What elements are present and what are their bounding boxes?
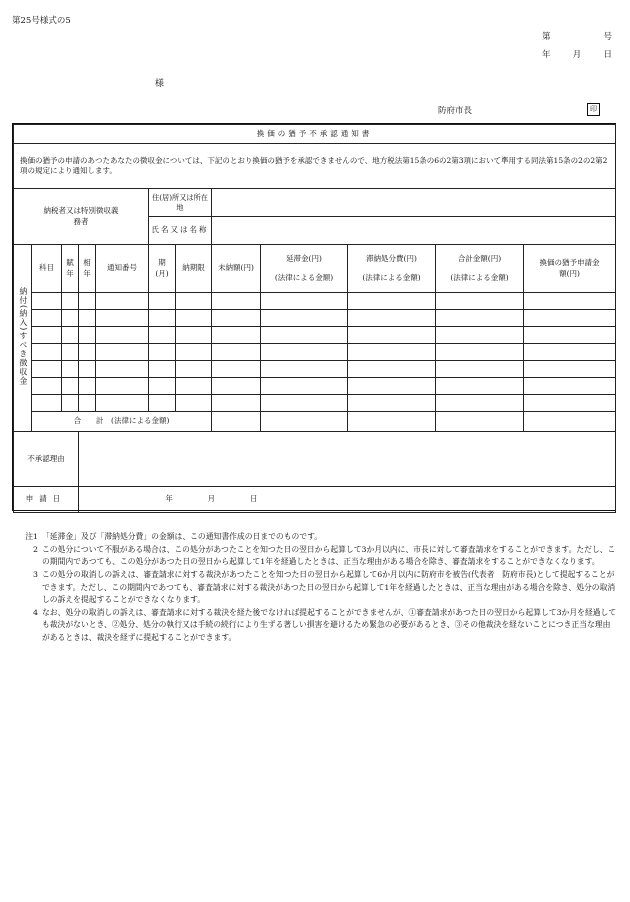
cell-delinquency[interactable] bbox=[261, 378, 348, 395]
header-disposal-fee: 滞納処分費(円) (法律による金額) bbox=[348, 245, 436, 293]
cell-notice-no[interactable] bbox=[96, 361, 149, 378]
cell-due-date[interactable] bbox=[176, 378, 212, 395]
total-delinquency[interactable] bbox=[261, 412, 348, 432]
cell-disposal-fee[interactable] bbox=[348, 344, 436, 361]
note-text: 「延滞金」及び「滞納処分費」の金額は、この通知書作成の日までのものです。 bbox=[42, 532, 323, 541]
cell-delinquency[interactable] bbox=[261, 344, 348, 361]
table-row bbox=[14, 378, 616, 395]
application-day: 日 bbox=[249, 494, 258, 504]
cell-due-date[interactable] bbox=[176, 293, 212, 310]
cell-relevant-year[interactable] bbox=[79, 361, 96, 378]
cell-term[interactable] bbox=[149, 327, 176, 344]
cell-delinquency[interactable] bbox=[261, 310, 348, 327]
total-amount[interactable] bbox=[436, 412, 524, 432]
reason-field[interactable] bbox=[79, 432, 616, 487]
table-row bbox=[14, 293, 616, 310]
note-number: 3 bbox=[33, 569, 38, 579]
cell-term[interactable] bbox=[149, 395, 176, 412]
cell-relevant-year[interactable] bbox=[79, 327, 96, 344]
note-item bbox=[22, 569, 618, 607]
cell-item[interactable] bbox=[32, 395, 62, 412]
cell-total[interactable] bbox=[436, 327, 524, 344]
cell-applied-amount[interactable] bbox=[524, 327, 616, 344]
cell-due-date[interactable] bbox=[176, 310, 212, 327]
cell-term[interactable] bbox=[149, 361, 176, 378]
cell-relevant-year[interactable] bbox=[79, 378, 96, 395]
header-applied-amount: 換価の猶予申請金額(円) bbox=[524, 245, 616, 293]
cell-term[interactable] bbox=[149, 378, 176, 395]
cell-notice-no[interactable] bbox=[96, 310, 149, 327]
cell-due-date[interactable] bbox=[176, 327, 212, 344]
total-applied-amount[interactable] bbox=[524, 412, 616, 432]
cell-fiscal-year[interactable] bbox=[62, 395, 79, 412]
doc-no-prefix: 第 bbox=[542, 32, 551, 42]
cell-applied-amount[interactable] bbox=[524, 378, 616, 395]
note-number: 4 bbox=[33, 607, 38, 617]
cell-delinquency[interactable] bbox=[261, 293, 348, 310]
cell-due-date[interactable] bbox=[176, 344, 212, 361]
notes-section bbox=[22, 531, 618, 645]
cell-term[interactable] bbox=[149, 293, 176, 310]
form-label: 第25号様式の5 bbox=[12, 16, 71, 26]
header-total: 合計金額(円) (法律による金額) bbox=[436, 245, 524, 293]
header-notice-no: 通知番号 bbox=[96, 245, 149, 293]
cell-total[interactable] bbox=[436, 395, 524, 412]
note-item bbox=[22, 531, 618, 544]
cell-fiscal-year[interactable] bbox=[62, 378, 79, 395]
cell-delinquency[interactable] bbox=[261, 395, 348, 412]
name-field[interactable] bbox=[212, 217, 616, 245]
cell-term[interactable] bbox=[149, 310, 176, 327]
cell-notice-no[interactable] bbox=[96, 293, 149, 310]
cell-notice-no[interactable] bbox=[96, 327, 149, 344]
seal-mark: 印 bbox=[587, 103, 600, 116]
cell-unpaid[interactable] bbox=[212, 310, 261, 327]
cell-applied-amount[interactable] bbox=[524, 344, 616, 361]
cell-delinquency[interactable] bbox=[261, 361, 348, 378]
cell-fiscal-year[interactable] bbox=[62, 344, 79, 361]
cell-notice-no[interactable] bbox=[96, 344, 149, 361]
document-number-block bbox=[542, 30, 612, 66]
cell-item[interactable] bbox=[32, 293, 62, 310]
cell-disposal-fee[interactable] bbox=[348, 378, 436, 395]
name-label: 氏名又は名称 bbox=[149, 217, 212, 245]
header-fiscal-year: 賦年 bbox=[62, 245, 79, 293]
document-title: 換価の猶予不承認通知書 bbox=[14, 125, 616, 144]
cell-notice-no[interactable] bbox=[96, 395, 149, 412]
total-unpaid[interactable] bbox=[212, 412, 261, 432]
table-row bbox=[14, 327, 616, 344]
cell-total[interactable] bbox=[436, 310, 524, 327]
amount-section-label: 納付(納入)すべき徴収金 bbox=[14, 245, 32, 432]
cell-notice-no[interactable] bbox=[96, 378, 149, 395]
application-date-label: 申請日 bbox=[14, 487, 79, 513]
header-relevant-year: 相年 bbox=[79, 245, 96, 293]
cell-total[interactable] bbox=[436, 344, 524, 361]
total-disposal-fee[interactable] bbox=[348, 412, 436, 432]
cell-total[interactable] bbox=[436, 293, 524, 310]
cell-unpaid[interactable] bbox=[212, 327, 261, 344]
cell-fiscal-year[interactable] bbox=[62, 293, 79, 310]
application-year: 年 bbox=[165, 494, 173, 504]
note-item bbox=[22, 544, 618, 569]
cell-unpaid[interactable] bbox=[212, 344, 261, 361]
cell-item[interactable] bbox=[32, 361, 62, 378]
cell-relevant-year[interactable] bbox=[79, 395, 96, 412]
note-text: この処分について不服がある場合は、この処分があつたことを知つた日の翌日から起算して3か月以内に、市長に対して審査請求をすることができます。ただし、この期間内であつても、この処分があつた日の翌日から起算して1年を経過したときは、正当な理由がある場合を除き、審査請求をすることができなくなります。 bbox=[42, 544, 616, 567]
cell-relevant-year[interactable] bbox=[79, 293, 96, 310]
cell-total[interactable] bbox=[436, 378, 524, 395]
addressee-suffix: 様 bbox=[155, 79, 165, 89]
cell-relevant-year[interactable] bbox=[79, 310, 96, 327]
cell-unpaid[interactable] bbox=[212, 293, 261, 310]
address-field[interactable] bbox=[212, 189, 616, 217]
table-row bbox=[14, 310, 616, 327]
cell-disposal-fee[interactable] bbox=[348, 293, 436, 310]
address-label: 住(居)所又は所在地 bbox=[149, 189, 212, 217]
cell-applied-amount[interactable] bbox=[524, 361, 616, 378]
cell-fiscal-year[interactable] bbox=[62, 361, 79, 378]
application-month: 月 bbox=[207, 494, 216, 504]
header-delinquency: 延滞金(円) (法律による金額) bbox=[261, 245, 348, 293]
header-unpaid: 未納額(円) bbox=[212, 245, 261, 293]
cell-applied-amount[interactable] bbox=[524, 395, 616, 412]
cell-item[interactable] bbox=[32, 327, 62, 344]
header-term: 期(月) bbox=[149, 245, 176, 293]
table-row bbox=[14, 395, 616, 412]
cell-due-date[interactable] bbox=[176, 361, 212, 378]
cell-delinquency[interactable] bbox=[261, 327, 348, 344]
cell-item[interactable] bbox=[32, 344, 62, 361]
notice-table bbox=[13, 124, 616, 513]
intro-text: 換価の猶予の申請のあつたあなたの徴収金については、下記のとおり換価の猶予を承認できませんので、地方税法第15条の6の2第3項において準用する同法第15条の2の2第2項の規定により通知します。 bbox=[14, 144, 616, 189]
reason-label: 不承認理由 bbox=[14, 432, 79, 487]
cell-item[interactable] bbox=[32, 378, 62, 395]
doc-no-suffix: 号 bbox=[603, 32, 612, 42]
note-number: 2 bbox=[33, 544, 38, 554]
issuer-name: 防府市長 bbox=[438, 106, 473, 116]
cell-unpaid[interactable] bbox=[212, 361, 261, 378]
date-month: 月 bbox=[572, 50, 582, 60]
date-year: 年 bbox=[542, 50, 551, 60]
cell-unpaid[interactable] bbox=[212, 395, 261, 412]
cell-fiscal-year[interactable] bbox=[62, 310, 79, 327]
cell-disposal-fee[interactable] bbox=[348, 310, 436, 327]
header-due-date: 納期限 bbox=[176, 245, 212, 293]
cell-relevant-year[interactable] bbox=[79, 344, 96, 361]
cell-unpaid[interactable] bbox=[212, 378, 261, 395]
cell-disposal-fee[interactable] bbox=[348, 327, 436, 344]
cell-item[interactable] bbox=[32, 310, 62, 327]
date-day: 日 bbox=[603, 50, 612, 60]
table-row bbox=[14, 361, 616, 378]
cell-disposal-fee[interactable] bbox=[348, 395, 436, 412]
cell-term[interactable] bbox=[149, 344, 176, 361]
header-item: 科目 bbox=[32, 245, 62, 293]
total-row bbox=[14, 412, 616, 432]
taxpayer-label: 納税者又は特別徴収義務者 bbox=[14, 189, 149, 245]
total-label: 合 計 (法律による金額) bbox=[32, 412, 212, 432]
cell-due-date[interactable] bbox=[176, 395, 212, 412]
cell-applied-amount[interactable] bbox=[524, 310, 616, 327]
note-text: この処分の取消しの訴えは、審査請求に対する裁決があつたことを知つた日の翌日から起算して6か月以内に防府市を被告(代表者 防府市長)として提起することができます。ただし、この期間内であつても、審査請求に対する裁決があつた日の翌日から起算して1年を経過したときは、正当な理由がある場合を除き、処分の取消しの訴えを提起することができなくなります。 bbox=[42, 569, 616, 605]
cell-disposal-fee[interactable] bbox=[348, 361, 436, 378]
note-text: なお、処分の取消しの訴えは、審査請求に対する裁決を経た後でなければ提起することができませんが、①審査請求があつた日の翌日から起算して3か月を経過しても裁決がないとき、②処分、処分の執行又は手続の続行により生ずる著しい損害を避けるため緊急の必要があるとき、③その他裁決を経ないことにつき正当な理由があるときは、裁決を経ずに提起することができます。 bbox=[42, 607, 617, 642]
note-number: 注1 bbox=[25, 532, 38, 541]
note-item bbox=[22, 607, 618, 645]
cell-applied-amount[interactable] bbox=[524, 293, 616, 310]
table-row bbox=[14, 344, 616, 361]
application-date-field[interactable] bbox=[79, 487, 616, 513]
notice-form bbox=[12, 123, 616, 511]
cell-fiscal-year[interactable] bbox=[62, 327, 79, 344]
cell-total[interactable] bbox=[436, 361, 524, 378]
